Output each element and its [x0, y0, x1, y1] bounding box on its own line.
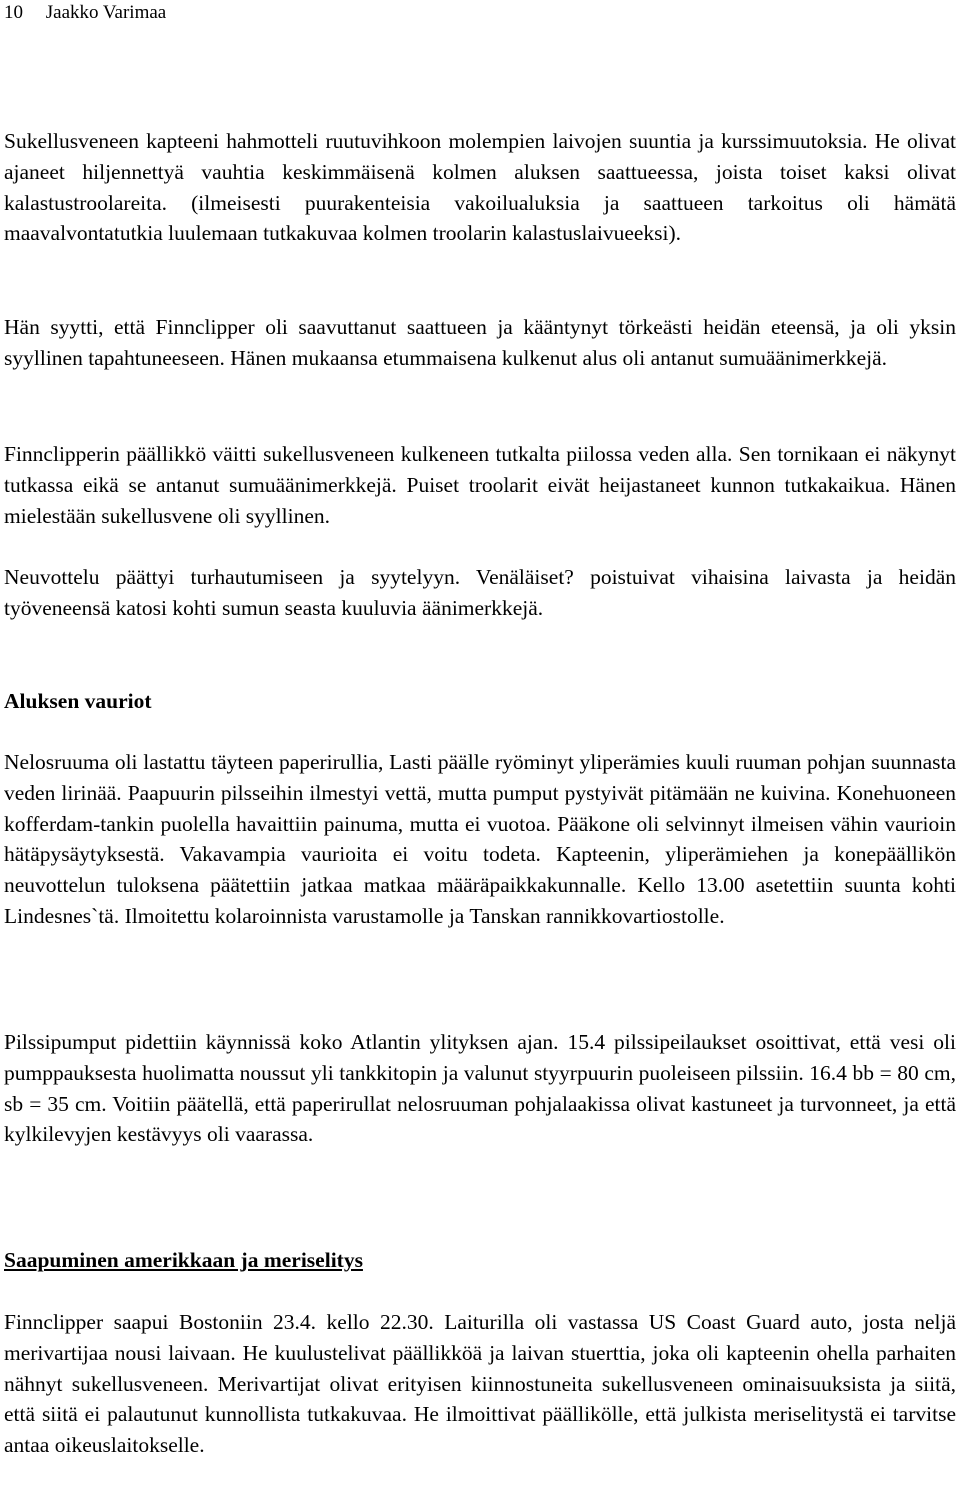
paragraph-text: Finnclipper saapui Bostoniin 23.4. kello 22.30. Laiturilla oli vastassa US Coast Guard auto, josta neljä merivartijaa nousi laivaan. He kuulustelivat päällikköä ja laivan stuerttia, joka oli kapteenin ohella parhaiten nähnyt sukellusveneen. Merivartijat olivat erityisen kiinnostuneita sukellusveneen ominaisuuksista ja siitä, että siitä ei palautunut kunnollista tutkakuvaa. He ilmoittivat päällikölle, että julkista meriselitystä ei tarvitse antaa oikeuslaitokselle. — [4, 1310, 956, 1458]
paragraph-accusation — [4, 312, 956, 374]
paragraph-bilge-pumps — [4, 1027, 956, 1150]
paragraph-finnclipper-claim — [4, 439, 956, 531]
paragraph-text: Sukellusveneen kapteeni hahmotteli ruutuvihkoon molempien laivojen suuntia ja kurssimuutoksia. He olivat ajaneet hiljennettyä vauhtia keskimmäisenä kolmen aluksen saattueessa, joista toiset kaksi olivat kalastustroolareita. (ilmeisesti puurakenteisia vakoilualuksia ja saattueen tarkoitus oli hämätä maavalvontatutkia luulemaan tutkakuvaa kolmen troolarin kalastuslaivueeksi). — [4, 129, 956, 246]
paragraph-text: Hän syytti, että Finnclipper oli saavuttanut saattueen ja kääntynyt törkeästi heidän eteensä, ja oli yksin syyllinen tapahtuneeseen. Hänen mukaansa etummaisena kulkenut alus oli antanut sumuäänimerkkejä. — [4, 315, 956, 370]
page-number: 10 — [4, 2, 23, 23]
paragraph-text: Pilssipumput pidettiin käynnissä koko Atlantin ylityksen ajan. 15.4 pilssipeilaukset osoittivat, että vesi oli pumppauksesta huolimatta noussut yli tankkitopin ja valunut styyrpuurin puoleiseen pilssiin. 16.4 bb = 80 cm, sb = 35 cm. Voitiin päätellä, että paperirullat nelosruuman pohjalaakissa olivat kastuneet ja turvonneet, ja että kylkilevyjen kestävyys oli vaarassa. — [4, 1030, 956, 1147]
section-heading: Aluksen vauriot — [4, 689, 152, 713]
paragraph-text: Finnclipperin päällikkö väitti sukellusveneen kulkeneen tutkalta piilossa veden alla. Sen tornikaan ei näkynyt tutkassa eikä se antanut sumuäänimerkkejä. Puiset troolarit eivät heijastaneet kunnon tutkakaikua. Hänen mielestään sukellusvene oli syyllinen. — [4, 442, 956, 528]
section-heading: Saapuminen amerikkaan ja meriselitys — [4, 1248, 363, 1272]
page-header — [4, 0, 166, 26]
running-head-author: Jaakko Varimaa — [45, 2, 167, 23]
paragraph-submarine-captain — [4, 126, 956, 249]
paragraph-text: Nelosruuma oli lastattu täyteen paperirullia, Lasti päälle ryöminyt yliperämies kuuli ruuman pohjan suunnasta veden lirinää. Paapuurin pilsseihin ilmestyi vettä, mutta pumput pystyivät pitämään ne kuivina. Konehuoneen kofferdam-tankin puolella havaittiin painuma, mutta ei vuotoa. Pääkone oli selvinnyt ilmeisen vähin vaurioin hätäpysäytyksestä. Vakavampia vaurioita ei voitu todeta. Kapteenin, yliperämiehen ja konepäällikön neuvottelun tuloksena päätettiin jatkaa matkaa määräpaikkakunnalle. Kello 13.00 asetettiin suunta kohti Lindesnes`tä. Ilmoitettu kolaroinnista varustamolle ja Tanskan rannikkovartiostolle. — [4, 750, 956, 928]
section-heading-damage — [4, 686, 956, 716]
paragraph-negotiation — [4, 562, 956, 624]
section-heading-arrival — [4, 1245, 956, 1275]
paragraph-hold-damage — [4, 747, 956, 932]
paragraph-text: Neuvottelu päättyi turhautumiseen ja syytelyyn. Venäläiset? poistuivat vihaisina laivasta ja heidän työveneensä katosi kohti sumun seasta kuuluvia äänimerkkejä. — [4, 565, 956, 620]
paragraph-boston-arrival — [4, 1307, 956, 1461]
